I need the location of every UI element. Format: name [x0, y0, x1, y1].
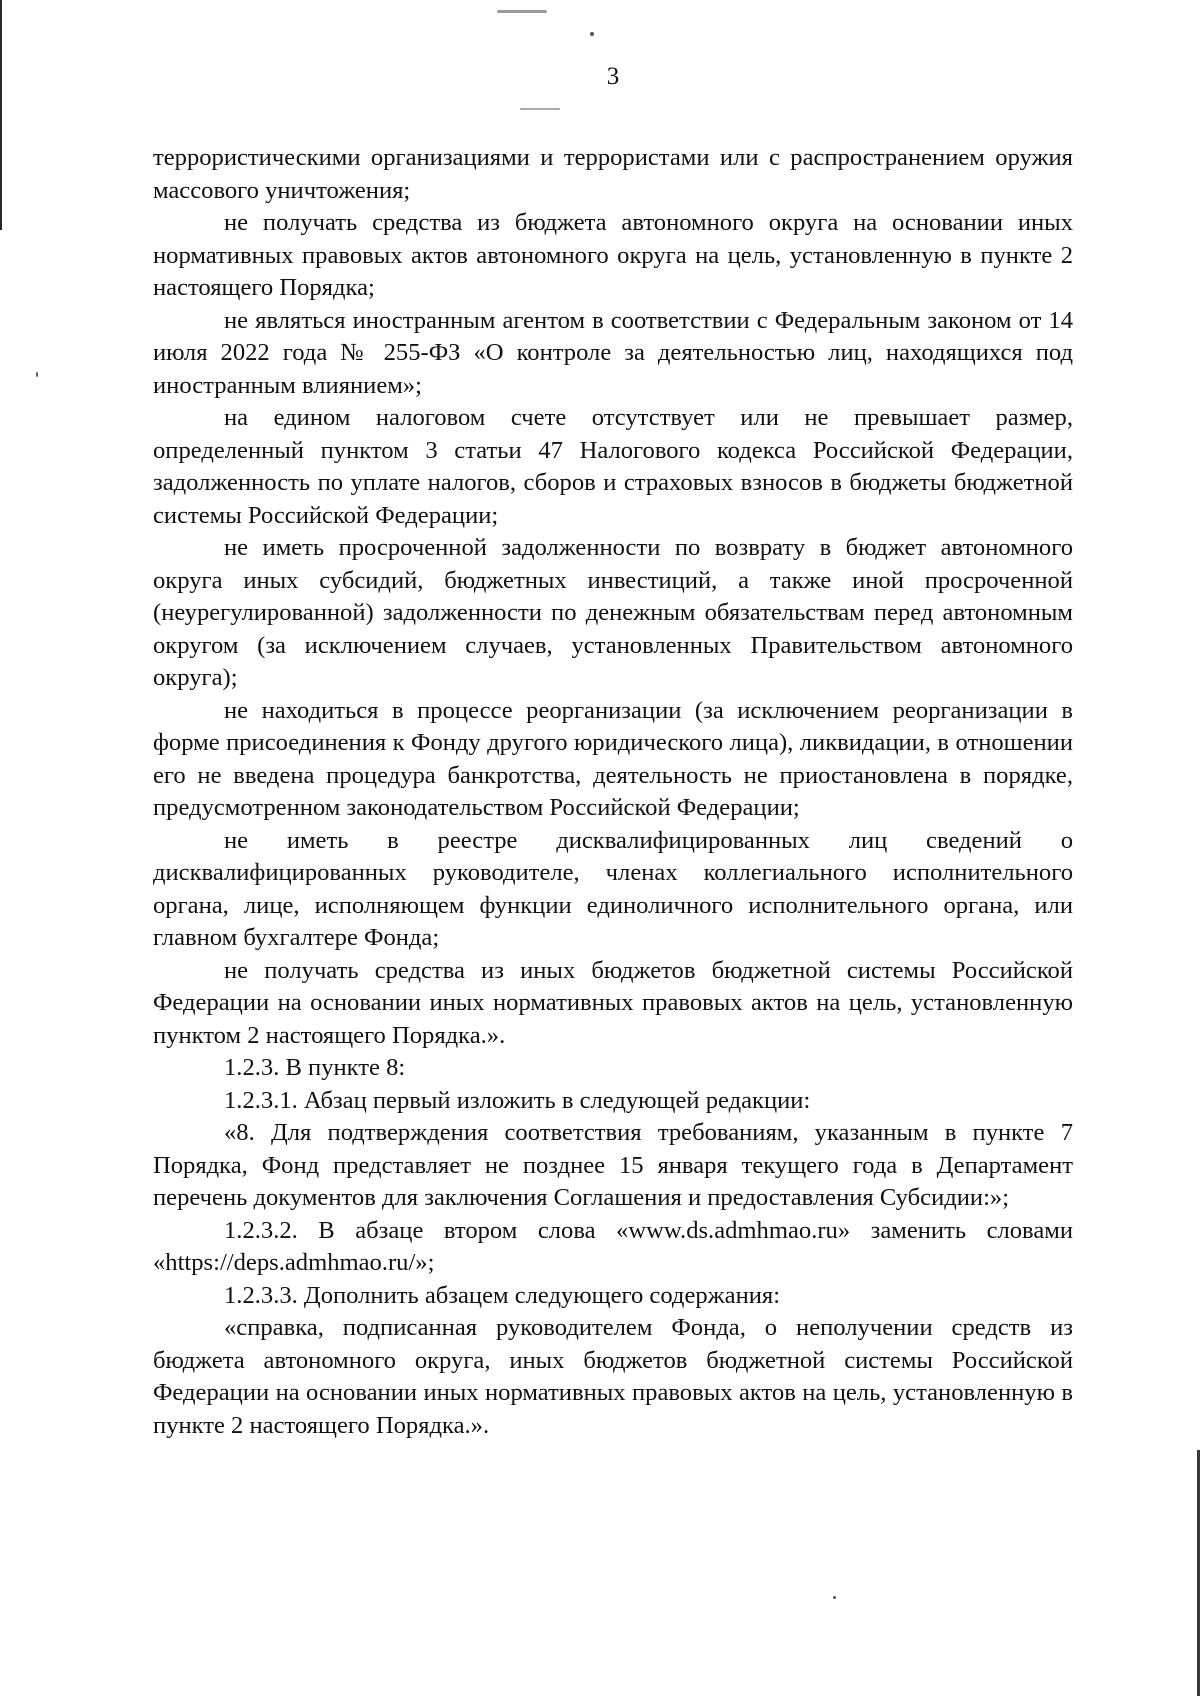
paragraph: 1.2.3. В пункте 8: — [224, 1054, 406, 1081]
paragraph: не являться иностранным агентом в соответствии с Федеральным законом от 14 июля 2022 года № 255-ФЗ «О контроле за деятельностью лиц, находящихся под иностранным влиянием»; — [153, 306, 1073, 399]
scan-speck — [833, 1596, 836, 1599]
scan-speck — [36, 372, 38, 377]
page-number: 3 — [606, 63, 620, 90]
document-body — [153, 142, 1073, 1442]
paragraph: 1.2.3.3. Дополнить абзацем следующего содержания: — [224, 1281, 781, 1309]
scan-edge-left — [0, 0, 2, 230]
paragraph: на едином налоговом счете отсутствует или не превышает размер, определенный пунктом 3 статьи 47 Налогового кодекса Российской Федерации, задолженность по уплате налогов, сборов и страховых взносов в бюджеты бюджетной системы Российской Федерации; — [153, 404, 1073, 529]
paragraph: террористическими организациями и террористами или с распространением оружия массового уничтожения; — [153, 144, 1073, 204]
paragraph: «8. Для подтверждения соответствия требованиям, указанным в пункте 7 Порядка, Фонд представляет не позднее 15 января текущего года в Департамент перечень документов для заключения Соглашения и предоставления Субсидии:»; — [153, 1119, 1073, 1211]
paragraph: не находиться в процессе реорганизации (за исключением реорганизации в форме присоединения к Фонду другого юридического лица), ликвидации, в отношении его не введена процедура банкротства, деятельность не приостановлена в порядке, предусмотренном законодательством Российской Федерации; — [153, 696, 1073, 821]
scan-speck — [520, 108, 560, 110]
paragraph: не иметь просроченной задолженности по возврату в бюджет автономного округа иных субсидий, бюджетных инвестиций, а также иной просроченной (неурегулированной) задолженности по денежным обязательствам перед автономным округом (за исключением случаев, установленных Правительством автономного округа); — [153, 534, 1073, 691]
paragraph: не получать средства из бюджета автономного округа на основании иных нормативных правовых актов автономного округа на цель, установленную в пункте 2 настоящего Порядка; — [153, 209, 1073, 301]
scan-speck — [497, 10, 547, 13]
paragraph: 1.2.3.2. В абзаце втором слова «www.ds.admhmao.ru» заменить словами «https://deps.admhmao.ru/»; — [153, 1216, 1073, 1276]
scan-speck — [590, 32, 594, 36]
paragraph: не иметь в реестре дисквалифицированных лиц сведений о дисквалифицированных руководителе, членах коллегиального исполнительного органа, лице, исполняющем функции единоличного исполнительного органа, или главном бухгалтере Фонда; — [153, 826, 1073, 951]
paragraph: 1.2.3.1. Абзац первый изложить в следующей редакции: — [224, 1086, 811, 1114]
paragraph: не получать средства из иных бюджетов бюджетной системы Российской Федерации на основании иных нормативных правовых актов на цель, установленную пунктом 2 настоящего Порядка.». — [153, 956, 1073, 1049]
paragraph: «справка, подписанная руководителем Фонда, о неполучении средств из бюджета автономного округа, иных бюджетов бюджетной системы Российской Федерации на основании иных нормативных правовых актов на цель, установленную в пункте 2 настоящего Порядка.». — [153, 1314, 1073, 1439]
